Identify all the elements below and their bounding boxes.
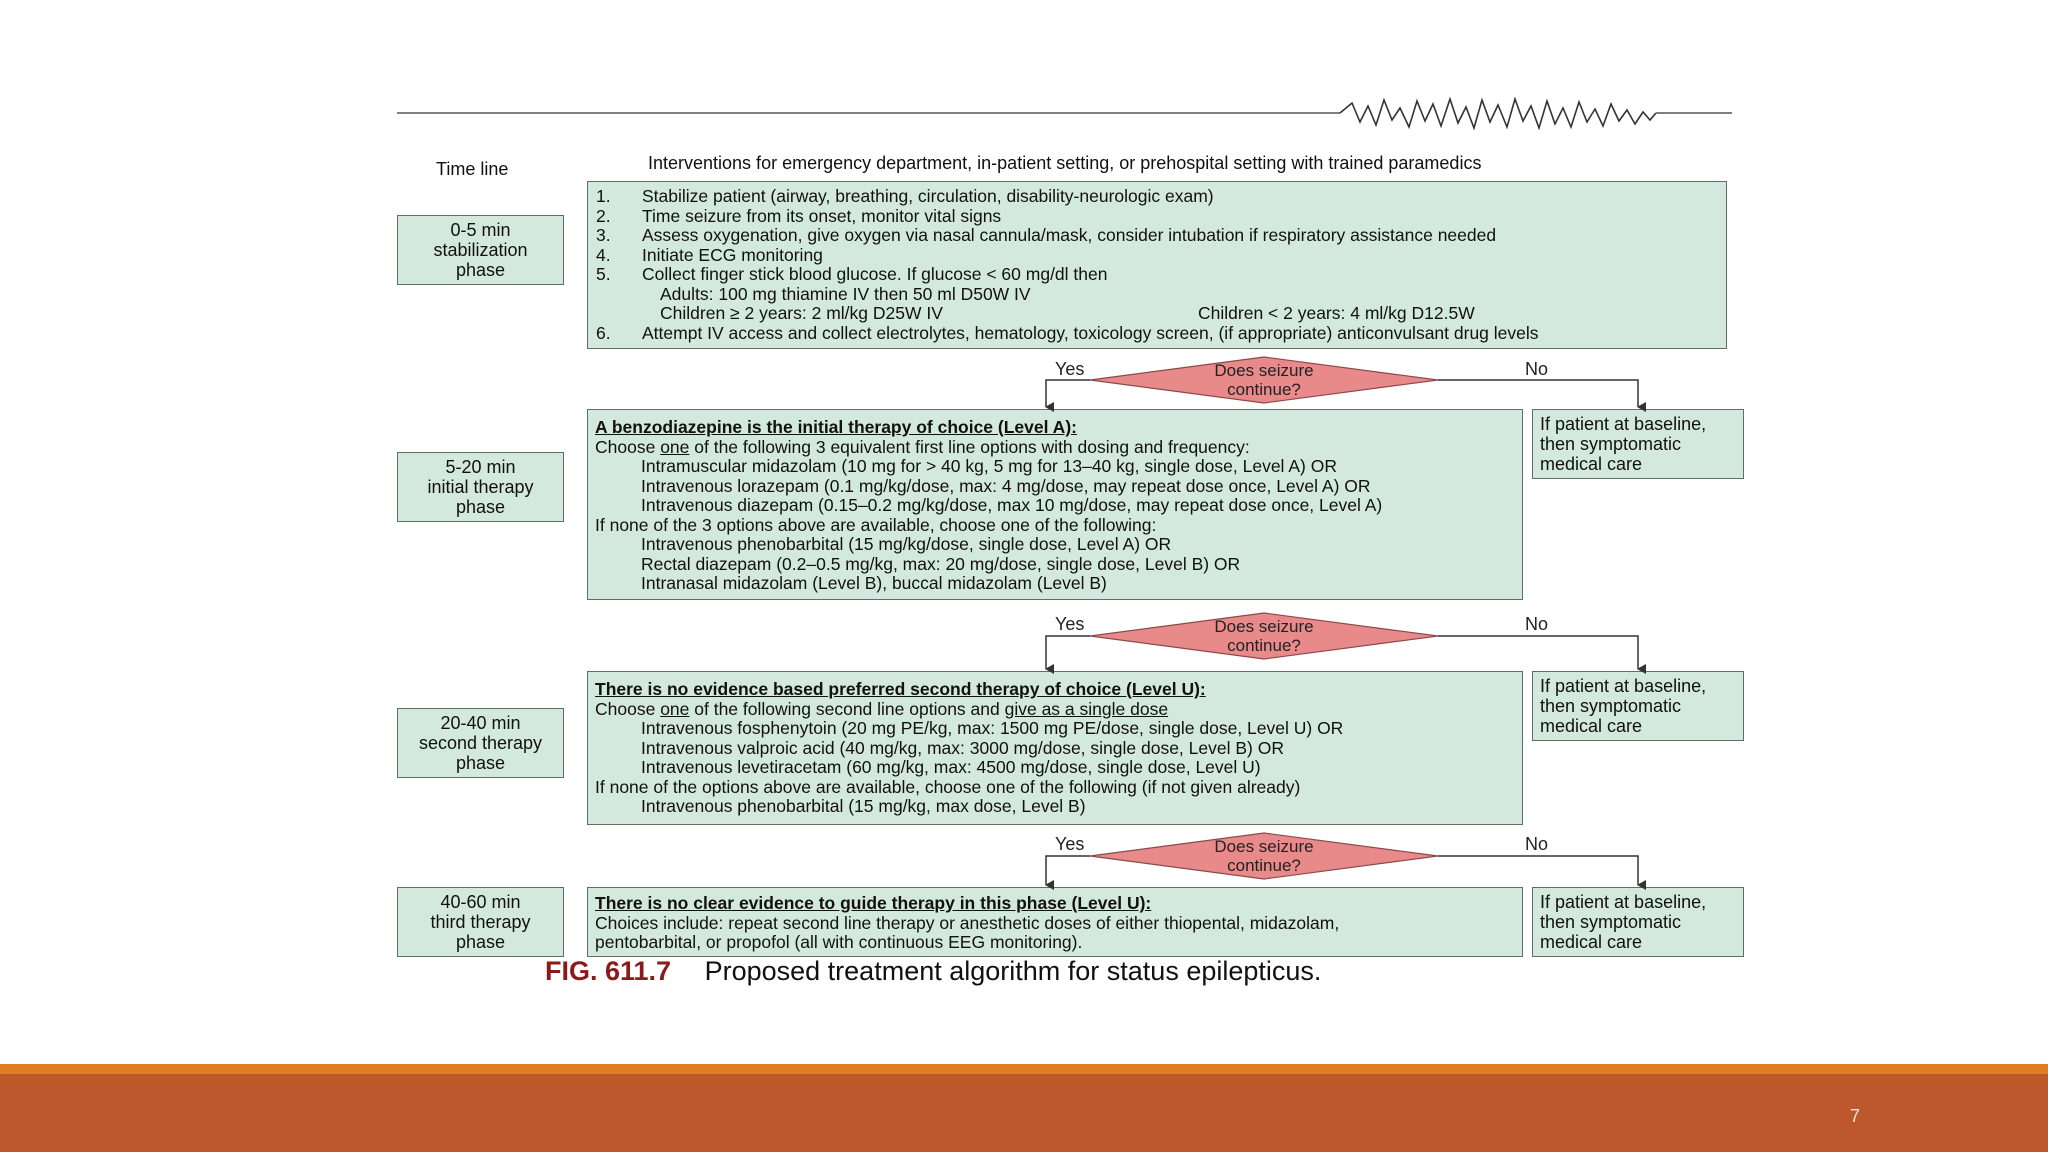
caption-text: Proposed treatment algorithm for status epilepticus. bbox=[704, 956, 1322, 986]
figure-caption bbox=[545, 956, 1321, 987]
step-5-children: Children ≥ 2 years: 2 ml/kg D25W IV Children < 2 years: 4 ml/kg D12.5W bbox=[660, 303, 1475, 323]
no-label-2: No bbox=[1525, 614, 1549, 634]
step-6: 6. Attempt IV access and collect electrolytes, hematology, toxicology screen, (if appropriate) anticonvulsant drug levels bbox=[596, 322, 1539, 343]
decision-question-2: Does seizure continue? bbox=[1214, 617, 1314, 655]
step-2: 2. Time seizure from its onset, monitor vital signs bbox=[596, 205, 1002, 226]
second-fallback: If none of the options above are available, choose one of the following (if not given already) bbox=[595, 776, 1301, 797]
decision-question-1: Does seizure continue? bbox=[1214, 361, 1314, 399]
phase-initial-therapy: 5-20 min initial therapy phase bbox=[397, 452, 564, 522]
step-5-adults: Adults: 100 mg thiamine IV then 50 ml D50W IV bbox=[660, 283, 1031, 304]
initial-alt-1: Intravenous phenobarbital (15 mg/kg/dose, single dose, Level A) OR bbox=[641, 534, 1172, 554]
phase-second-therapy: 20-40 min second therapy phase bbox=[397, 708, 564, 778]
timeline-header: Time line bbox=[436, 159, 509, 179]
second-option-3: Intravenous levetiracetam (60 mg/kg, max: 4500 mg/dose, single dose, Level U) bbox=[641, 757, 1261, 777]
step-1: 1. Stabilize patient (airway, breathing, circulation, disability-neurologic exam) bbox=[596, 186, 1214, 206]
phase-third-therapy: 40-60 min third therapy phase bbox=[397, 887, 564, 957]
baseline-box-2: If patient at baseline, then symptomatic medical care bbox=[1532, 671, 1744, 741]
third-therapy-line-1: Choices include: repeat second line therapy or anesthetic doses of either thiopental, midazolam, bbox=[595, 912, 1340, 933]
caption-label: FIG. 611.7 bbox=[545, 956, 672, 986]
initial-alt-2: Rectal diazepam (0.2–0.5 mg/kg, max: 20 mg/dose, single dose, Level B) OR bbox=[641, 553, 1241, 574]
baseline-box-3: If patient at baseline, then symptomatic medical care bbox=[1532, 887, 1744, 957]
second-therapy-choose: Choose one of the following second line options and give as a single dose bbox=[595, 698, 1169, 719]
yes-label-1: Yes bbox=[1055, 359, 1085, 379]
second-option-1: Intravenous fosphenytoin (20 mg PE/kg, max: 1500 mg PE/dose, single dose, Level U) OR bbox=[641, 718, 1344, 738]
second-therapy-heading: There is no evidence based preferred second therapy of choice (Level U): bbox=[595, 679, 1206, 699]
baseline-box-1: If patient at baseline, then symptomatic medical care bbox=[1532, 409, 1744, 479]
initial-option-3: Intravenous diazepam (0.15–0.2 mg/kg/dose, max 10 mg/dose, may repeat dose once, Level A) bbox=[641, 495, 1383, 515]
no-label-1: No bbox=[1525, 359, 1549, 379]
third-therapy-heading: There is no clear evidence to guide therapy in this phase (Level U): bbox=[595, 893, 1152, 913]
initial-alt-3: Intranasal midazolam (Level B), buccal midazolam (Level B) bbox=[641, 573, 1107, 593]
initial-therapy-heading: A benzodiazepine is the initial therapy of choice (Level A): bbox=[595, 417, 1077, 437]
initial-option-2: Intravenous lorazepam (0.1 mg/kg/dose, max: 4 mg/dose, may repeat dose once, Level A) OR bbox=[641, 475, 1371, 496]
initial-option-1: Intramuscular midazolam (10 mg for > 40 kg, 5 mg for 13–40 kg, single dose, Level A) OR bbox=[641, 456, 1337, 476]
step-3: 3. Assess oxygenation, give oxygen via nasal cannula/mask, consider intubation if respiratory assistance needed bbox=[596, 225, 1497, 245]
yes-label-2: Yes bbox=[1055, 614, 1085, 634]
phase-stabilization: 0-5 min stabilization phase bbox=[397, 215, 564, 285]
footer-accent-stripe bbox=[0, 1064, 2048, 1074]
yes-label-3: Yes bbox=[1055, 834, 1085, 854]
interventions-header: Interventions for emergency department, in-patient setting, or prehospital setting with trained paramedics bbox=[648, 153, 1482, 173]
third-therapy-line-2: pentobarbital, or propofol (all with continuous EEG monitoring). bbox=[595, 932, 1083, 952]
initial-fallback: If none of the 3 options above are available, choose one of the following: bbox=[595, 514, 1157, 535]
second-alt-1: Intravenous phenobarbital (15 mg/kg, max dose, Level B) bbox=[641, 796, 1086, 816]
decision-question-3: Does seizure continue? bbox=[1214, 837, 1314, 875]
step-4: 4. Initiate ECG monitoring bbox=[596, 244, 823, 265]
second-option-2: Intravenous valproic acid (40 mg/kg, max: 3000 mg/dose, single dose, Level B) OR bbox=[641, 737, 1284, 758]
no-label-3: No bbox=[1525, 834, 1549, 854]
step-5: 5. Collect finger stick blood glucose. If glucose < 60 mg/dl then bbox=[596, 264, 1108, 284]
slide-page-number: 7 bbox=[1850, 1106, 1861, 1126]
footer-bar bbox=[0, 1074, 2048, 1152]
initial-therapy-choose: Choose one of the following 3 equivalent first line options with dosing and frequency: bbox=[595, 436, 1250, 457]
